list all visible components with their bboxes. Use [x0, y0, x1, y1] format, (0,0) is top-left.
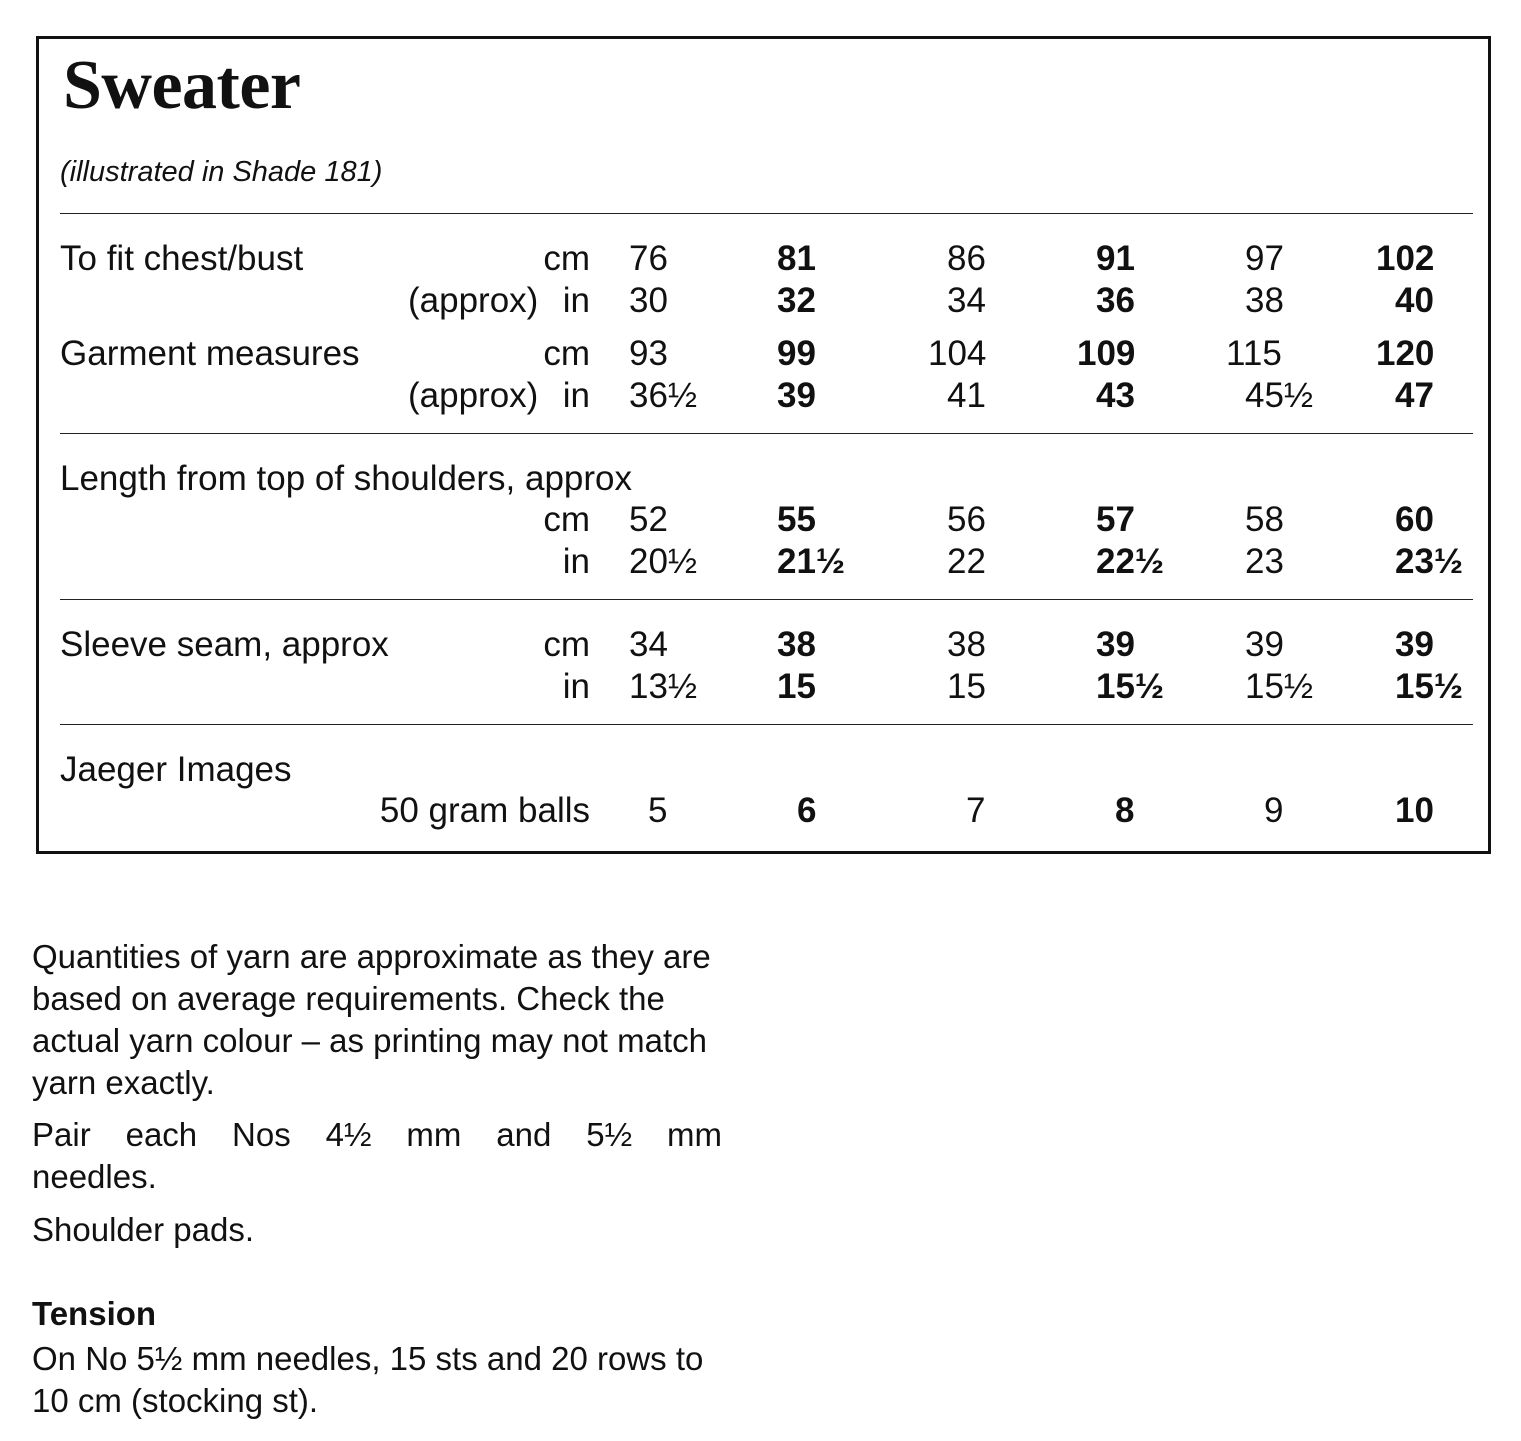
- garment-cm-value: 109: [1077, 334, 1136, 373]
- sleeve-cm-value: 39: [1096, 625, 1135, 664]
- chest-in-value: 38: [1245, 281, 1284, 320]
- sleeve-in-value: 15: [777, 667, 816, 706]
- chest-unit-in: in: [562, 281, 590, 320]
- divider: [60, 599, 1473, 600]
- garment-approx-prefix: (approx): [408, 376, 539, 415]
- length-cm-value: 58: [1245, 500, 1284, 539]
- garment-label: Garment measures: [60, 334, 360, 373]
- chest-approx-prefix: (approx): [408, 281, 539, 320]
- sleeve-label: Sleeve seam, approx: [60, 625, 389, 664]
- divider: [60, 724, 1473, 725]
- garment-cm-value: 115: [1226, 334, 1282, 373]
- balls-value: 6: [797, 791, 817, 830]
- chest-in-value: 40: [1395, 281, 1434, 320]
- divider: [60, 213, 1473, 214]
- length-cm-value: 55: [777, 500, 816, 539]
- chest-cm-value: 76: [629, 239, 668, 278]
- length-cm-value: 57: [1096, 500, 1135, 539]
- sleeve-cm-value: 38: [777, 625, 816, 664]
- balls-value: 5: [648, 791, 668, 830]
- balls-value: 10: [1395, 791, 1434, 830]
- sleeve-cm-value: 34: [629, 625, 668, 664]
- garment-unit-in: in: [562, 376, 590, 415]
- divider: [60, 433, 1473, 434]
- sleeve-in-value: 15: [947, 667, 986, 706]
- balls-label: 50 gram balls: [379, 791, 590, 830]
- chest-in-value: 32: [777, 281, 816, 320]
- length-cm-value: 60: [1395, 500, 1434, 539]
- chest-cm-value: 91: [1096, 239, 1135, 278]
- chest-in-value: 30: [629, 281, 668, 320]
- needles-note-line1: Pair each Nos 4½ mm and 5½ mm: [32, 1116, 722, 1153]
- pattern-subtitle: (illustrated in Shade 181): [60, 156, 383, 188]
- garment-in-value: 36½: [629, 376, 698, 415]
- chest-cm-value: 81: [777, 239, 816, 278]
- sleeve-in-value: 15½: [1245, 667, 1314, 706]
- sleeve-unit-in: in: [562, 667, 590, 706]
- length-cm-value: 52: [629, 500, 668, 539]
- garment-in-value: 45½: [1245, 376, 1314, 415]
- sleeve-cm-value: 38: [947, 625, 986, 664]
- length-in-value: 22: [947, 542, 986, 581]
- chest-cm-value: 102: [1376, 239, 1435, 278]
- quantities-note: Quantities of yarn are approximate as they are based on average requirements. Check the actual yarn colour – as printing may not match yarn exactly.: [32, 938, 711, 1101]
- sleeve-in-value: 13½: [629, 667, 698, 706]
- length-in-value: 20½: [629, 542, 698, 581]
- sleeve-cm-value: 39: [1245, 625, 1284, 664]
- length-unit-in: in: [562, 542, 590, 581]
- garment-cm-value: 93: [629, 334, 668, 373]
- chest-unit-cm: cm: [543, 239, 590, 278]
- shoulder-pads-note: Shoulder pads.: [32, 1211, 254, 1248]
- length-in-value: 22½: [1096, 542, 1165, 581]
- length-in-value: 21½: [777, 542, 846, 581]
- yarn-label: Jaeger Images: [60, 750, 292, 789]
- chest-in-value: 34: [947, 281, 986, 320]
- garment-cm-value: 99: [777, 334, 816, 373]
- balls-value: 7: [966, 791, 986, 830]
- balls-value: 8: [1115, 791, 1135, 830]
- garment-cm-value: 104: [928, 334, 987, 373]
- length-cm-value: 56: [947, 500, 986, 539]
- sleeve-unit-cm: cm: [543, 625, 590, 664]
- sleeve-in-value: 15½: [1395, 667, 1464, 706]
- garment-in-value: 39: [777, 376, 816, 415]
- pattern-title: Sweater: [63, 47, 301, 124]
- chest-cm-value: 97: [1245, 239, 1284, 278]
- length-in-value: 23½: [1395, 542, 1464, 581]
- length-in-value: 23: [1245, 542, 1284, 581]
- needles-note-line2: needles.: [32, 1158, 157, 1195]
- length-label: Length from top of shoulders, approx: [60, 459, 633, 498]
- garment-cm-value: 120: [1376, 334, 1435, 373]
- balls-value: 9: [1264, 791, 1284, 830]
- garment-in-value: 43: [1096, 376, 1135, 415]
- tension-text: On No 5½ mm needles, 15 sts and 20 rows to 10 cm (stocking st).: [32, 1340, 704, 1419]
- garment-in-value: 47: [1395, 376, 1434, 415]
- sleeve-in-value: 15½: [1096, 667, 1165, 706]
- garment-in-value: 41: [947, 376, 986, 415]
- length-unit-cm: cm: [543, 500, 590, 539]
- chest-cm-value: 86: [947, 239, 986, 278]
- sleeve-cm-value: 39: [1395, 625, 1434, 664]
- tension-heading: Tension: [32, 1295, 157, 1332]
- chest-in-value: 36: [1096, 281, 1135, 320]
- garment-unit-cm: cm: [543, 334, 590, 373]
- chest-label: To fit chest/bust: [60, 239, 304, 278]
